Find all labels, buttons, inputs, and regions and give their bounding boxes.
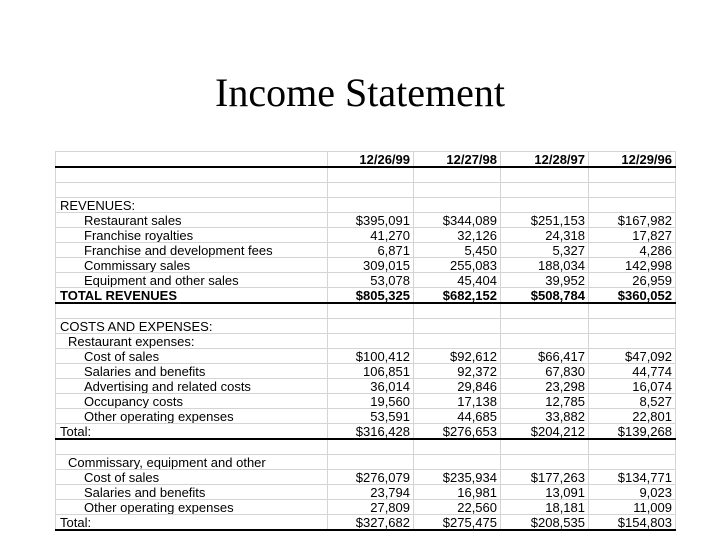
value-cell-1: 36,014 — [328, 379, 414, 394]
value-cell-4: 11,009 — [589, 500, 676, 515]
row-label: Commissary, equipment and other — [56, 455, 328, 470]
value-cell-3: $508,784 — [501, 288, 589, 304]
row-label: Total: — [56, 515, 328, 531]
value-cell-1: 23,794 — [328, 485, 414, 500]
row-commissary-sales — [56, 258, 676, 273]
value-cell-1: 106,851 — [328, 364, 414, 379]
value-cell-2 — [414, 439, 501, 455]
value-cell-2 — [414, 303, 501, 319]
value-cell-2: $682,152 — [414, 288, 501, 304]
header-date-4: 12/29/96 — [589, 152, 676, 168]
value-cell-1 — [328, 198, 414, 213]
value-cell-1: 41,270 — [328, 228, 414, 243]
value-cell-4: 142,998 — [589, 258, 676, 273]
value-cell-4 — [589, 439, 676, 455]
value-cell-3: 13,091 — [501, 485, 589, 500]
row-label: Total: — [56, 424, 328, 440]
value-cell-4: $47,092 — [589, 349, 676, 364]
row-label: Salaries and benefits — [56, 485, 328, 500]
row-rest-advertising — [56, 379, 676, 394]
row-blank-2 — [56, 183, 676, 198]
row-blank-1 — [56, 167, 676, 183]
row-blank-4 — [56, 439, 676, 455]
row-label: TOTAL REVENUES — [56, 288, 328, 304]
value-cell-3 — [501, 319, 589, 334]
row-label: Other operating expenses — [56, 500, 328, 515]
value-cell-4: $154,803 — [589, 515, 676, 531]
value-cell-3: 23,298 — [501, 379, 589, 394]
value-cell-4: $134,771 — [589, 470, 676, 485]
value-cell-1 — [328, 455, 414, 470]
page-title: Income Statement — [215, 70, 505, 115]
value-cell-3: 12,785 — [501, 394, 589, 409]
value-cell-4 — [589, 319, 676, 334]
header-date-3: 12/28/97 — [501, 152, 589, 168]
blank-label-cell — [56, 303, 328, 319]
row-comm-salaries-benefits — [56, 485, 676, 500]
row-total-revenues — [56, 288, 676, 304]
value-cell-3: 67,830 — [501, 364, 589, 379]
value-cell-4 — [589, 334, 676, 349]
row-restaurant-sales — [56, 213, 676, 228]
value-cell-1: 19,560 — [328, 394, 414, 409]
row-label: Salaries and benefits — [56, 364, 328, 379]
row-restaurant-expenses-heading — [56, 334, 676, 349]
value-cell-2: 44,685 — [414, 409, 501, 424]
value-cell-3 — [501, 303, 589, 319]
value-cell-2 — [414, 455, 501, 470]
value-cell-3 — [501, 183, 589, 198]
row-rest-occupancy — [56, 394, 676, 409]
value-cell-3: $208,535 — [501, 515, 589, 531]
row-commissary-total — [56, 515, 676, 531]
value-cell-4: 22,801 — [589, 409, 676, 424]
value-cell-3: 188,034 — [501, 258, 589, 273]
value-cell-4 — [589, 198, 676, 213]
value-cell-4: 9,023 — [589, 485, 676, 500]
value-cell-3: 5,327 — [501, 243, 589, 258]
value-cell-1: $395,091 — [328, 213, 414, 228]
value-cell-1: 309,015 — [328, 258, 414, 273]
value-cell-3 — [501, 167, 589, 183]
row-comm-cost-of-sales — [56, 470, 676, 485]
row-rest-salaries-benefits — [56, 364, 676, 379]
value-cell-4: 26,959 — [589, 273, 676, 288]
row-label: Franchise royalties — [56, 228, 328, 243]
value-cell-4: $360,052 — [589, 288, 676, 304]
value-cell-2: 29,846 — [414, 379, 501, 394]
value-cell-2 — [414, 198, 501, 213]
value-cell-3: $251,153 — [501, 213, 589, 228]
value-cell-4: 17,827 — [589, 228, 676, 243]
value-cell-1: 53,591 — [328, 409, 414, 424]
value-cell-1 — [328, 334, 414, 349]
row-label: Cost of sales — [56, 470, 328, 485]
row-blank-3 — [56, 303, 676, 319]
value-cell-3 — [501, 439, 589, 455]
value-cell-2: 255,083 — [414, 258, 501, 273]
value-cell-3: 39,952 — [501, 273, 589, 288]
income-statement-table — [55, 151, 676, 531]
row-franchise-royalties — [56, 228, 676, 243]
value-cell-3: 18,181 — [501, 500, 589, 515]
value-cell-4: 16,074 — [589, 379, 676, 394]
row-commissary-heading — [56, 455, 676, 470]
value-cell-2: 5,450 — [414, 243, 501, 258]
value-cell-1 — [328, 303, 414, 319]
value-cell-2: $235,934 — [414, 470, 501, 485]
value-cell-3: $177,263 — [501, 470, 589, 485]
value-cell-2: 17,138 — [414, 394, 501, 409]
blank-label-cell — [56, 183, 328, 198]
value-cell-4: $139,268 — [589, 424, 676, 440]
row-label: COSTS AND EXPENSES: — [56, 319, 328, 334]
value-cell-2: 16,981 — [414, 485, 501, 500]
value-cell-4: 8,527 — [589, 394, 676, 409]
header-label-cell — [56, 152, 328, 168]
row-label: Restaurant sales — [56, 213, 328, 228]
value-cell-3: $204,212 — [501, 424, 589, 440]
value-cell-3 — [501, 455, 589, 470]
value-cell-2: $92,612 — [414, 349, 501, 364]
row-equipment-other-sales — [56, 273, 676, 288]
row-franchise-development-fees — [56, 243, 676, 258]
row-label: Equipment and other sales — [56, 273, 328, 288]
header-date-2: 12/27/98 — [414, 152, 501, 168]
value-cell-1: $805,325 — [328, 288, 414, 304]
row-rest-cost-of-sales — [56, 349, 676, 364]
value-cell-1: $316,428 — [328, 424, 414, 440]
row-label: Commissary sales — [56, 258, 328, 273]
row-rest-other-operating — [56, 409, 676, 424]
row-label: Other operating expenses — [56, 409, 328, 424]
row-costs-heading — [56, 319, 676, 334]
value-cell-3: 24,318 — [501, 228, 589, 243]
value-cell-4: 44,774 — [589, 364, 676, 379]
row-label: Franchise and development fees — [56, 243, 328, 258]
row-comm-other-operating — [56, 500, 676, 515]
value-cell-4 — [589, 303, 676, 319]
row-label: REVENUES: — [56, 198, 328, 213]
value-cell-2: $344,089 — [414, 213, 501, 228]
value-cell-1 — [328, 167, 414, 183]
value-cell-4: 4,286 — [589, 243, 676, 258]
row-label: Restaurant expenses: — [56, 334, 328, 349]
value-cell-2: 32,126 — [414, 228, 501, 243]
value-cell-2 — [414, 334, 501, 349]
value-cell-2: $275,475 — [414, 515, 501, 531]
value-cell-1: 27,809 — [328, 500, 414, 515]
value-cell-3 — [501, 334, 589, 349]
value-cell-4 — [589, 183, 676, 198]
value-cell-3 — [501, 198, 589, 213]
row-revenues-heading — [56, 198, 676, 213]
value-cell-2: 92,372 — [414, 364, 501, 379]
value-cell-1: 6,871 — [328, 243, 414, 258]
row-restaurant-total — [56, 424, 676, 440]
header-date-1: 12/26/99 — [328, 152, 414, 168]
value-cell-1: $100,412 — [328, 349, 414, 364]
value-cell-4 — [589, 167, 676, 183]
row-label: Occupancy costs — [56, 394, 328, 409]
value-cell-2: $276,653 — [414, 424, 501, 440]
blank-label-cell — [56, 167, 328, 183]
value-cell-1: $276,079 — [328, 470, 414, 485]
value-cell-2 — [414, 319, 501, 334]
value-cell-2: 22,560 — [414, 500, 501, 515]
blank-label-cell — [56, 439, 328, 455]
value-cell-3: $66,417 — [501, 349, 589, 364]
value-cell-1 — [328, 319, 414, 334]
row-label: Cost of sales — [56, 349, 328, 364]
value-cell-2: 45,404 — [414, 273, 501, 288]
value-cell-1 — [328, 439, 414, 455]
value-cell-1: $327,682 — [328, 515, 414, 531]
header-row — [56, 152, 676, 168]
value-cell-4: $167,982 — [589, 213, 676, 228]
value-cell-2 — [414, 183, 501, 198]
row-label: Advertising and related costs — [56, 379, 328, 394]
value-cell-2 — [414, 167, 501, 183]
value-cell-1: 53,078 — [328, 273, 414, 288]
value-cell-4 — [589, 455, 676, 470]
value-cell-1 — [328, 183, 414, 198]
value-cell-3: 33,882 — [501, 409, 589, 424]
